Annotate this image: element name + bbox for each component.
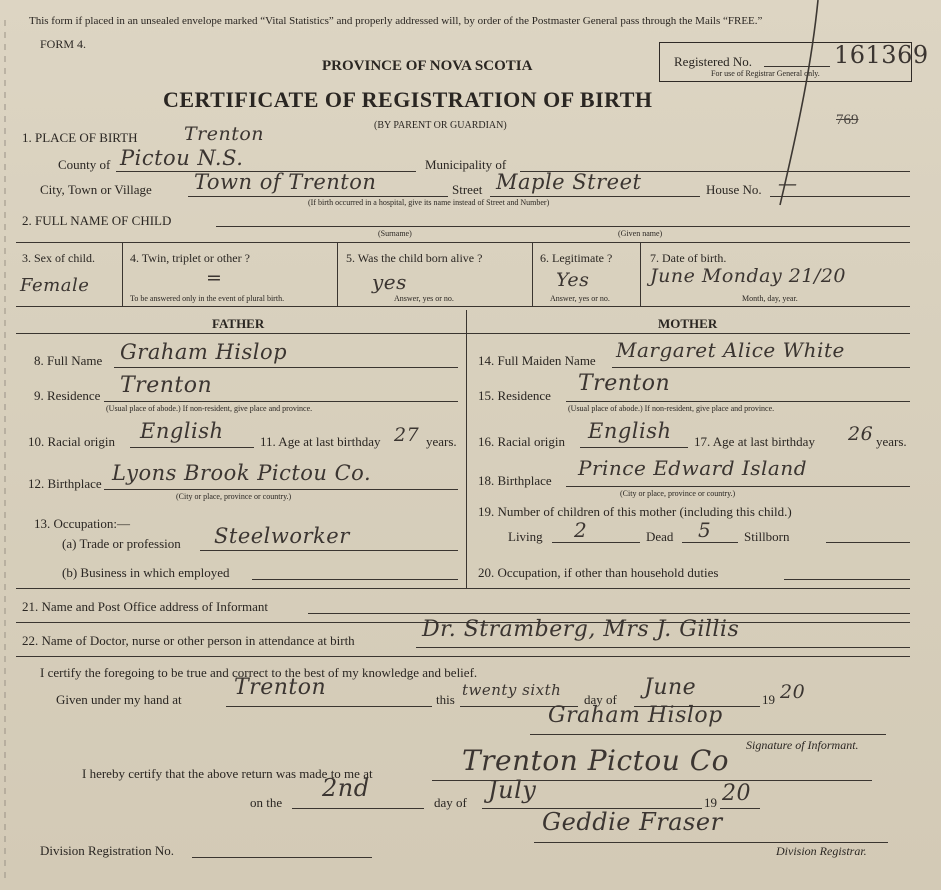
mother-age-label: 17. Age at last birthday [694,434,815,449]
page-subtitle: (BY PARENT OR GUARDIAN) [374,120,507,131]
registrar-signature-line [534,842,888,843]
registrar-year-prefix: 19 [704,795,717,810]
row-rule [16,306,910,307]
alive-label: 5. Was the child born alive ? [346,251,483,265]
row-rule [16,656,910,657]
county-value: Pictou N.S. [120,146,244,170]
informant-signature: Graham Hislop [548,703,723,728]
surname-label: (Surname) [378,229,412,238]
child-name-line [216,226,910,227]
row-rule [16,333,910,334]
father-racial-line [130,447,254,448]
registered-note: For use of Registrar General only. [711,69,820,78]
informant-line [308,613,910,614]
father-birthplace-label: 12. Birthplace [28,476,102,491]
mother-birthplace-line [566,486,910,487]
registrar-day-of: day of [434,795,467,810]
place-of-birth-label: 1. PLACE OF BIRTH [22,130,138,145]
province-heading: PROVINCE OF NOVA SCOTIA [322,58,533,74]
informant-label: 21. Name and Post Office address of Informant [22,599,268,614]
sex-label: 3. Sex of child. [22,251,95,265]
father-residence-line [104,401,458,402]
street-line [490,196,700,197]
doctor-value: Dr. Stramberg, Mrs J. Gillis [422,617,740,642]
col-divider [122,242,123,306]
signature-label: Signature of Informant. [746,738,859,752]
alive-note: Answer, yes or no. [394,294,454,303]
living-value: 2 [574,518,588,542]
father-years-label: years. [426,434,457,449]
dead-label: Dead [646,529,674,544]
children-count-label: 19. Number of children of this mother (including this child.) [478,504,792,519]
legitimate-note: Answer, yes or no. [550,294,610,303]
mother-name-label: 14. Full Maiden Name [478,353,596,368]
certify-text: I certify the foregoing to be true and correct to the best of my knowledge and belief. [40,665,478,680]
registrar-place: Trenton Pictou Co [462,744,730,777]
signature-line [530,734,886,735]
dead-line [682,542,738,543]
mother-birthplace-value: Prince Edward Island [578,456,808,480]
parents-divider [466,310,467,588]
city-line [188,196,448,197]
registrar-label: Division Registrar. [776,844,867,858]
day-value: twenty sixth [462,681,562,699]
mother-name-line [612,367,910,368]
county-label: County of [58,157,111,172]
registrar-day-line [292,808,424,809]
legitimate-label: 6. Legitimate ? [540,251,613,265]
sex-value: Female [20,275,90,296]
dob-label: 7. Date of birth. [650,251,727,265]
col-divider [532,242,533,306]
month-value: June [644,675,697,700]
street-value: Maple Street [496,170,642,194]
registrar-text: I hereby certify that the above return was made to me at [82,766,373,781]
mother-residence-line [566,401,910,402]
municipality-label: Municipality of [425,157,507,172]
mother-racial-value: English [588,419,672,443]
registrar-year: 20 [722,781,751,806]
father-racial-value: English [140,419,224,443]
mother-racial-line [580,447,688,448]
father-heading: FATHER [212,316,265,331]
house-value: — [778,173,798,195]
dob-note: Month, day, year. [742,294,798,303]
child-name-label: 2. FULL NAME OF CHILD [22,213,172,228]
stillborn-line [826,542,910,543]
col-divider [337,242,338,306]
margin-number: 769 [836,112,859,128]
occupation-label: 13. Occupation:— [34,516,131,531]
this-label: this [436,692,455,707]
father-name-label: 8. Full Name [34,353,103,368]
mother-residence-label: 15. Residence [478,388,551,403]
father-age-value: 27 [394,424,420,446]
registered-label: Registered No. [674,54,752,69]
father-name-value: Graham Hislop [120,340,288,364]
father-residence-note: (Usual place of abode.) If non-resident, give place and province. [106,404,313,413]
alive-value: yes [372,270,407,294]
street-label: Street [452,182,483,197]
mailing-notice: This form if placed in an unsealed envelope marked “Vital Statistics” and properly addressed will, by order of the Postmaster General pass through the Mails “FREE.” [29,15,763,27]
house-line [770,196,910,197]
mother-heading: MOTHER [658,316,718,331]
dead-value: 5 [698,518,712,542]
given-line [226,706,432,707]
father-name-line [114,367,458,368]
mother-name-value: Margaret Alice White [616,338,845,362]
mother-birthplace-note: (City or place, province or country.) [620,489,736,498]
stillborn-label: Stillborn [744,529,790,544]
mother-racial-label: 16. Racial origin [478,434,566,449]
year-prefix: 19 [762,692,775,707]
business-label: (b) Business in which employed [62,565,230,580]
page-title: CERTIFICATE OF REGISTRATION OF BIRTH [163,87,653,112]
house-label: House No. [706,182,762,197]
hospital-note: (If birth occurred in a hospital, give its name instead of Street and Number) [308,198,550,207]
pen-stroke [760,0,840,210]
twin-value: = [206,267,223,289]
registered-number: 161369 [834,41,929,69]
twin-note: To be answered only in the event of plural birth. [130,294,285,303]
on-the-label: on the [250,795,283,810]
mother-age-value: 26 [848,423,874,445]
legitimate-value: Yes [556,269,590,291]
registrar-signature: Geddie Fraser [542,808,723,836]
division-registration-line [192,857,372,858]
living-label: Living [508,529,543,544]
trade-line [200,550,458,551]
form-number: FORM 4. [40,37,87,51]
father-birthplace-value: Lyons Brook Pictou Co. [112,461,372,485]
dob-value: June Monday 21/20 [650,265,847,287]
mother-birthplace-label: 18. Birthplace [478,473,552,488]
business-line [252,579,458,580]
place-of-birth-value: Trenton [184,123,265,145]
given-label: Given under my hand at [56,692,182,707]
registrar-day: 2nd [322,774,370,802]
given-name-label: (Given name) [618,229,663,238]
mother-occupation-line [784,579,910,580]
day-of-label: day of [584,692,617,707]
division-registration-label: Division Registration No. [40,843,174,858]
row-rule [16,242,910,243]
doctor-line [416,647,910,648]
row-rule [16,588,910,589]
given-place: Trenton [234,675,327,700]
father-age-label: 11. Age at last birthday [260,434,381,449]
mother-residence-note: (Usual place of abode.) If non-resident, give place and province. [568,404,775,413]
trade-label: (a) Trade or profession [62,536,181,551]
father-racial-label: 10. Racial origin [28,434,116,449]
city-label: City, Town or Village [40,182,152,197]
father-residence-label: 9. Residence [34,388,101,403]
living-line [552,542,640,543]
twin-label: 4. Twin, triplet or other ? [130,251,250,265]
year-value: 20 [780,681,806,703]
registrar-year-line [720,808,760,809]
trade-value: Steelworker [214,524,350,548]
father-birthplace-line [104,489,458,490]
registrar-month: July [488,776,537,804]
father-birthplace-note: (City or place, province or country.) [176,492,292,501]
mother-occupation-label: 20. Occupation, if other than household duties [478,565,719,580]
mother-years-label: years. [876,434,907,449]
doctor-label: 22. Name of Doctor, nurse or other person in attendance at birth [22,633,355,648]
col-divider [640,242,641,306]
city-value: Town of Trenton [194,170,377,194]
margin-print [4,20,6,880]
father-residence-value: Trenton [120,373,213,398]
mother-residence-value: Trenton [578,371,671,396]
